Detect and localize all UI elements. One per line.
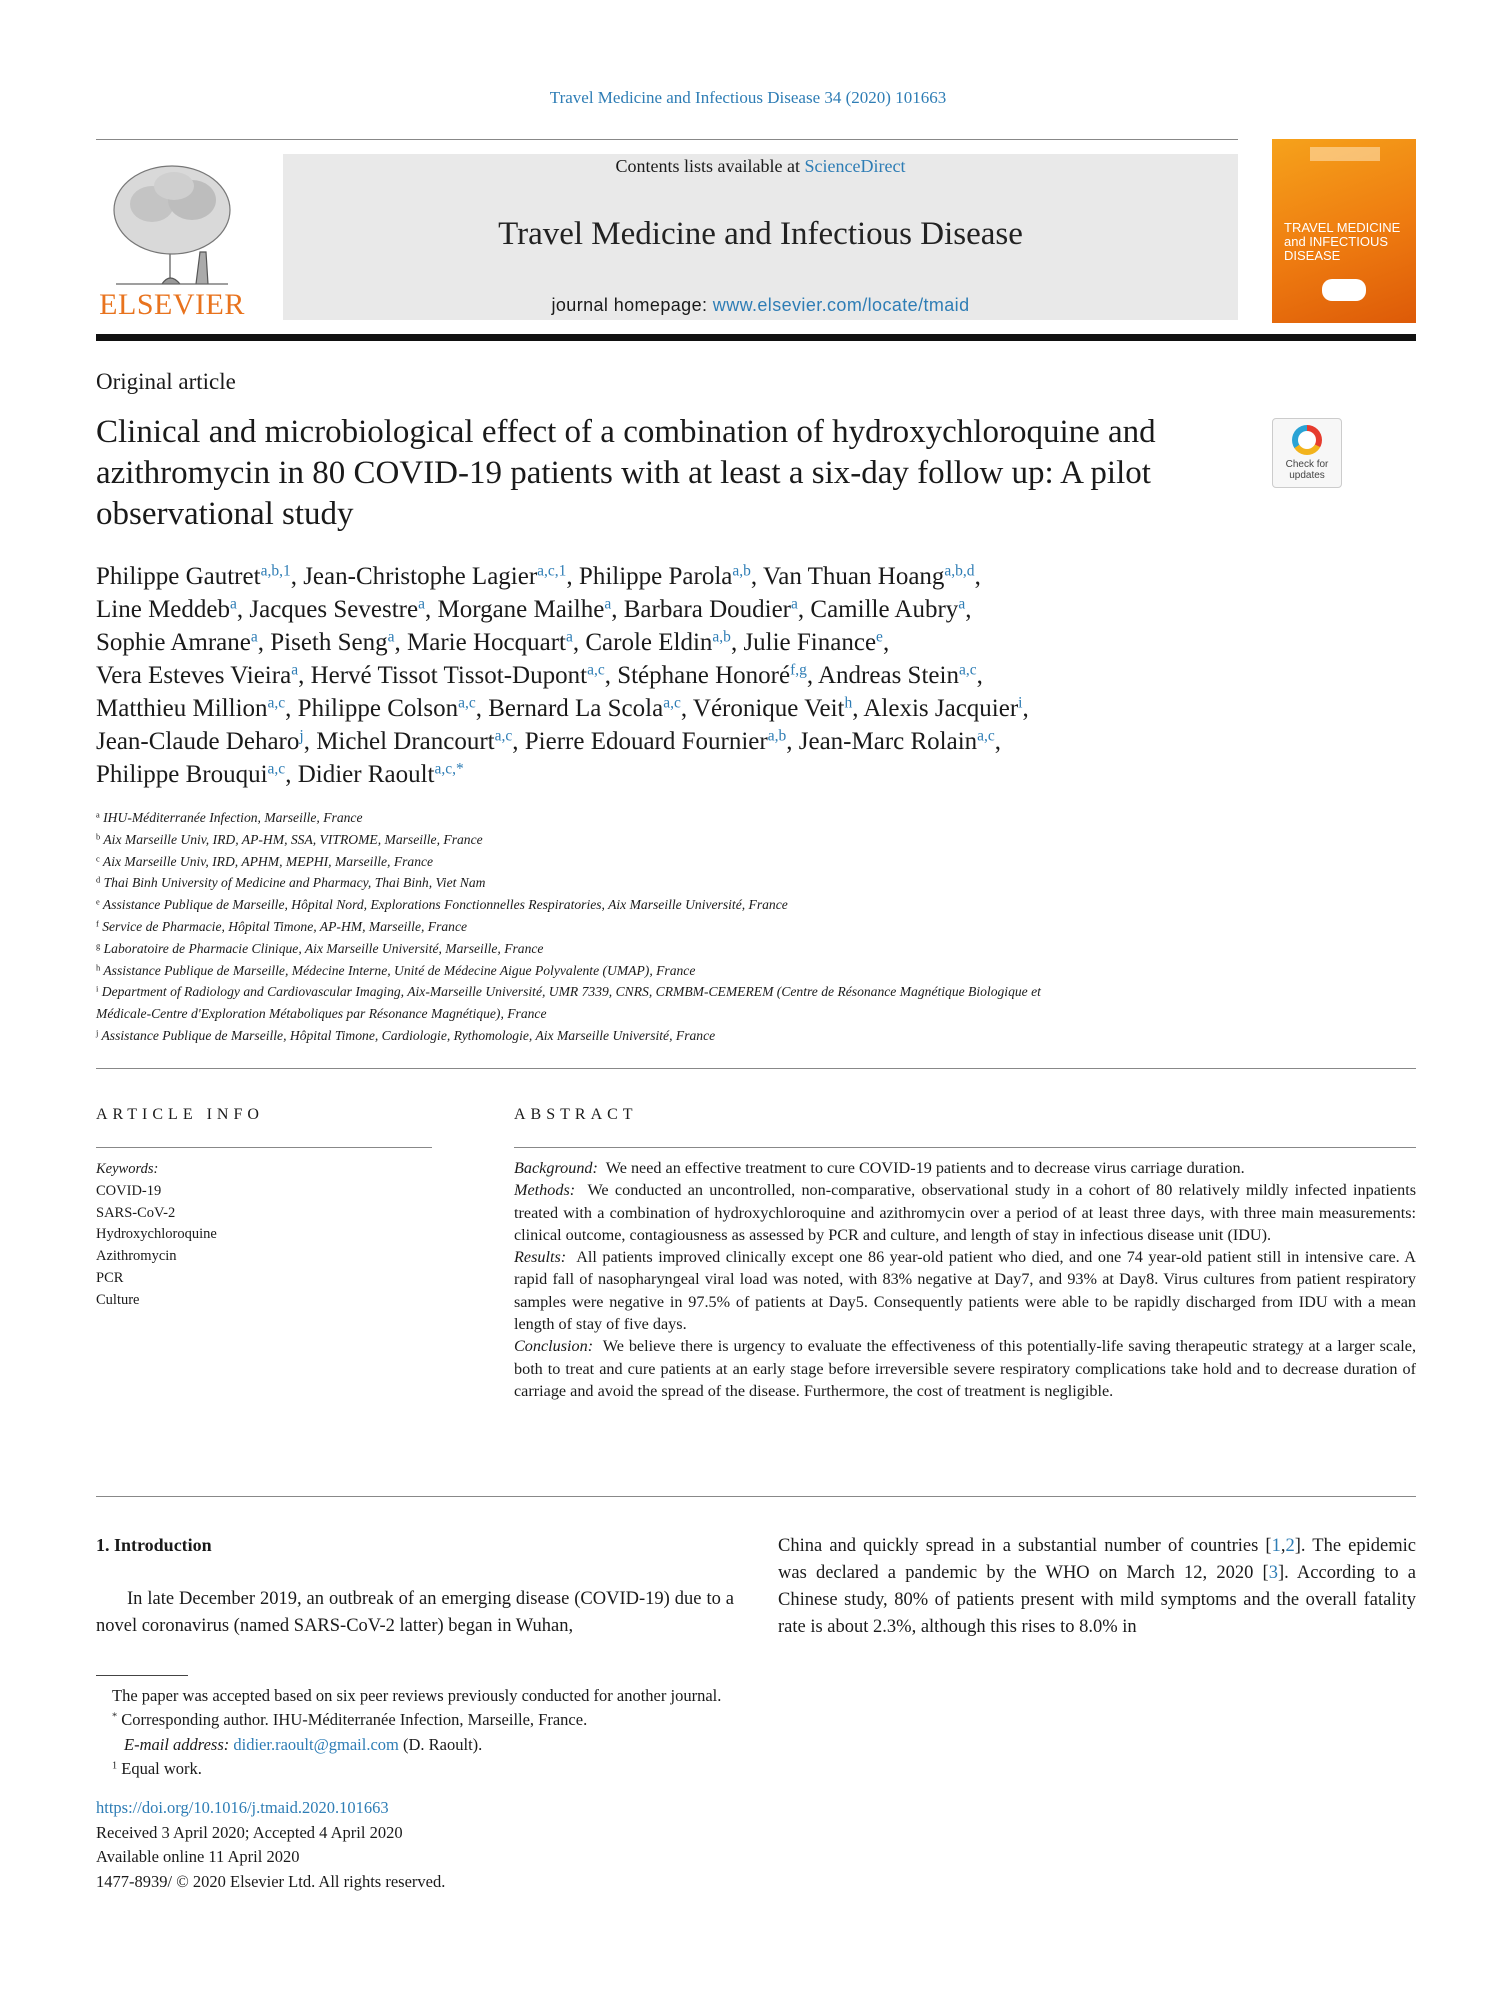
affiliation-text: Assistance Publique de Marseille, Hôpital Nord, Explorations Fonctionnelles Respiratories, Aix Marseille Université, France (102, 897, 788, 913)
doi-link[interactable]: https://doi.org/10.1016/j.tmaid.2020.101663 (96, 1798, 389, 1817)
author-affiliation-marks[interactable]: a (958, 595, 966, 613)
abstract-section-text: We believe there is urgency to evaluate the effectiveness of this potentially-life saving therapeutic strategy at a larger scale, both to treat and cure patients at an early stage before irreversible severe respiratory complications take hold and to decrease duration of carriage and avoid the spread of the disease. Furthermore, the cost of treatment is negligible. (514, 1337, 1416, 1400)
author-name[interactable]: Pierre Edouard Fournier (524, 728, 768, 755)
author-line: Line Meddeb$^a$, Jacques Sevestre$^a$, Morgane Mailhe$^a$, Barbara Doudier$^a$, Camille Aubry$^a$, (96, 595, 972, 623)
author-affiliation-marks[interactable]: a,c (587, 661, 605, 679)
top-divider (96, 139, 1238, 140)
affiliation-mark: b (96, 831, 101, 842)
author-name[interactable]: Jean-Claude Deharo (96, 728, 300, 755)
footnote-corr-text: Corresponding author. IHU-Méditerranée Infection, Marseille, France. (121, 1710, 588, 1730)
author-affiliation-marks[interactable]: a,b,d (944, 562, 975, 580)
author-affiliation-marks[interactable]: a (791, 595, 798, 613)
affiliation-text: IHU-Méditerranée Infection, Marseille, France (103, 810, 363, 825)
header-thick-divider (96, 334, 1416, 341)
check-for-updates-button[interactable] (1272, 418, 1342, 488)
author-affiliation-marks[interactable]: a,c (267, 760, 286, 778)
author-affiliation-marks[interactable]: a (565, 628, 573, 646)
author-name[interactable]: Piseth Seng (270, 629, 388, 656)
article-info-heading: ARTICLE INFO (96, 1106, 264, 1123)
keyword-list (96, 1181, 217, 1312)
author-name[interactable]: Van Thuan Hoang (762, 563, 945, 590)
article-title: Clinical and microbiological effect of a combination of hydroxychloroquine and azithromycin in 80 COVID-19 patients with at least a six-day follow up: A pilot observational study (96, 414, 1156, 532)
affiliation-item (96, 894, 1416, 916)
affiliation-item (96, 851, 1416, 873)
author-name[interactable]: Julie Finance (743, 629, 877, 656)
footnote-equal-text: Equal work. (121, 1758, 202, 1778)
affiliation-text: Assistance Publique de Marseille, Hôpital Timone, Cardiologie, Rythomologie, Aix Marseille Université, France (101, 1027, 716, 1043)
author-name[interactable]: Sophie Amrane (96, 629, 251, 656)
author-name[interactable]: Jean-Christophe Lagier (303, 563, 538, 590)
affiliation-item (96, 981, 1416, 1003)
affiliation-mark: e (96, 896, 100, 907)
abstract-section-label: Results: (514, 1248, 567, 1267)
author-name[interactable]: Philippe Brouqui (96, 761, 268, 788)
citation-link-2[interactable]: 2 (1285, 1536, 1295, 1556)
keyword-item[interactable]: Hydroxychloroquine (96, 1226, 217, 1243)
intro-paragraph-right: China and quickly spread in a substantial number of countries [1,2]. The epidemic was declared a pandemic by the WHO on March 12, 2020 [3]. According to a Chinese study, 80% of patients present with mild symptoms and the overall fatality rate is about 2.3%, although this rises to 8.0% in (778, 1536, 1417, 1637)
author-affiliation-marks[interactable]: a,b (712, 628, 731, 646)
author-name[interactable]: Camille Aubry (810, 596, 959, 623)
abstract-divider (514, 1147, 1416, 1148)
affiliation-item (96, 916, 1416, 938)
author-name[interactable]: Hervé Tissot Tissot-Dupont (310, 662, 588, 689)
keywords-label: Keywords: (96, 1161, 159, 1177)
author-affiliation-marks[interactable]: a,b (767, 727, 787, 745)
affiliation-item (96, 872, 1416, 894)
author-affiliation-marks[interactable]: a,c (663, 694, 681, 712)
email-suffix: (D. Raoult). (403, 1734, 483, 1754)
affiliation-mark: d (96, 874, 101, 885)
abstract-bottom-divider (96, 1496, 1416, 1497)
keyword-item[interactable]: PCR (96, 1269, 124, 1286)
author-affiliation-marks[interactable]: a (604, 595, 612, 613)
affiliation-item (96, 829, 1416, 851)
author-name[interactable]: Philippe Gautret (96, 563, 261, 590)
keywords-block (96, 1159, 217, 1312)
affiliation-mark: f (96, 918, 99, 929)
author-name[interactable]: Didier Raoult (297, 761, 435, 788)
author-name[interactable]: Bernard La Scola (488, 695, 664, 722)
online-date: Available online 11 April 2020 (96, 1847, 300, 1866)
keyword-item[interactable]: COVID-19 (96, 1182, 162, 1199)
author-name[interactable]: Philippe Colson (297, 695, 459, 722)
author-affiliation-marks[interactable]: i (1018, 694, 1023, 712)
author-line: Philippe Brouqui$^{a,c}$, Didier Raoult$^{a,c,*}$ (96, 760, 464, 788)
abstract-section-label: Conclusion: (514, 1337, 594, 1356)
author-name[interactable]: Line Meddeb (96, 596, 230, 623)
author-affiliation-marks[interactable]: j (299, 727, 304, 745)
affiliation-text: Thai Binh University of Medicine and Pharmacy, Thai Binh, Viet Nam (103, 875, 486, 891)
abstract-heading: ABSTRACT (514, 1106, 638, 1123)
received-dates: Received 3 April 2020; Accepted 4 April 2020 (96, 1822, 403, 1842)
author-name[interactable]: Stéphane Honoré (617, 662, 791, 689)
crossmark-icon-center (1298, 431, 1316, 449)
keyword-item[interactable]: Culture (96, 1291, 140, 1308)
footnote-equal-mark: 1 (112, 1760, 118, 1772)
intro-text-b: ]. The epidemic was declared a pandemic by the WHO on March 12, 2020 [ (778, 1536, 1416, 1583)
author-affiliation-marks[interactable]: a,c (977, 727, 995, 745)
footnotes (96, 1684, 721, 1781)
footnote-email (96, 1733, 721, 1757)
affiliation-text: Assistance Publique de Marseille, Médecine Interne, Unité de Médecine Aigue Polyvalente (UMAP), France (103, 962, 696, 978)
author-name[interactable]: Michel Drancourt (316, 728, 495, 755)
author-name[interactable]: Barbara Doudier (623, 596, 792, 623)
crossmark-label: Check for updates (1285, 459, 1329, 481)
citation-link-3[interactable]: 3 (1268, 1563, 1278, 1583)
author-affiliation-marks[interactable]: a,c,* (434, 760, 464, 778)
elsevier-wordmark: ELSEVIER (99, 288, 245, 321)
author-name[interactable]: Jean-Marc Rolain (798, 728, 978, 755)
affiliation-text: Laboratoire de Pharmacie Clinique, Aix Marseille Université, Marseille, France (103, 940, 544, 956)
author-name[interactable]: Marie Hocquart (407, 629, 566, 656)
article-type: Original article (96, 369, 236, 394)
author-affiliation-marks[interactable]: a,c (458, 694, 476, 712)
author-line: Matthieu Million$^{a,c}$, Philippe Colson$^{a,c}$, Bernard La Scola$^{a,c}$, Véronique Veit$^h$, Alexis Jacquier$^i$, (96, 694, 1029, 722)
author-affiliation-marks[interactable]: a,c (958, 661, 977, 679)
author-affiliation-marks[interactable]: a (250, 628, 258, 646)
author-affiliation-marks[interactable]: e (876, 628, 883, 646)
author-line: Sophie Amrane$^a$, Piseth Seng$^a$, Marie Hocquart$^a$, Carole Eldin$^{a,b}$, Julie Finance$^e$, (96, 628, 890, 656)
affiliation-text: Service de Pharmacie, Hôpital Timone, AP-HM, Marseille, France (102, 918, 468, 934)
abstract-body (514, 1157, 1416, 1402)
affiliation-item (96, 1025, 1416, 1047)
author-affiliation-marks[interactable]: a,c (494, 727, 513, 745)
affiliation-mark: g (96, 940, 101, 951)
contents-prefix: Contents lists available at (615, 156, 805, 176)
affiliation-text: Department of Radiology and Cardiovascular Imaging, Aix-Marseille Université, UMR 7339, CNRS, CRMBM-CEMEREM (Centre de Résonance Magnétique Biologique et (101, 984, 1041, 1000)
author-name[interactable]: Carole Eldin (585, 629, 713, 656)
affiliation-mark: j (96, 1027, 99, 1038)
section-heading-introduction: 1. Introduction (96, 1535, 212, 1555)
homepage-line (283, 295, 1238, 316)
author-list (96, 560, 1336, 791)
affiliation-text: Médicale-Centre d'Exploration Métaboliques par Résonance Magnétique), France (96, 1006, 547, 1022)
email-link[interactable]: didier.raoult@gmail.com (233, 1734, 399, 1754)
affiliation-item (96, 807, 1416, 829)
author-affiliation-marks[interactable]: f,g (790, 661, 807, 679)
email-label: E-mail address: (124, 1734, 230, 1754)
homepage-prefix: journal homepage: (551, 295, 713, 315)
intro-text-a: China and quickly spread in a substantial number of countries [ (778, 1536, 1272, 1556)
author-name[interactable]: Alexis Jacquier (863, 695, 1019, 722)
abstract-section (514, 1246, 1416, 1335)
footnote-corr-mark: * (112, 1711, 118, 1723)
author-affiliation-marks[interactable]: a (229, 595, 237, 613)
author-affiliation-marks[interactable]: a (387, 628, 395, 646)
journal-reference-link[interactable]: Travel Medicine and Infectious Disease 34 (2020) 101663 (549, 88, 947, 107)
keyword-item[interactable]: Azithromycin (96, 1248, 177, 1265)
affiliation-item (96, 938, 1416, 960)
author-name[interactable]: Andreas Stein (818, 662, 959, 689)
author-name[interactable]: Morgane Mailhe (437, 596, 605, 623)
footnote-review: The paper was accepted based on six peer reviews previously conducted for another journal. (112, 1686, 722, 1705)
intro-paragraph-left: In late December 2019, an outbreak of an emerging disease (COVID-19) due to a novel coronavirus (named SARS-CoV-2 latter) began in Wuhan, (96, 1589, 734, 1636)
contents-line (283, 156, 1238, 177)
affiliation-item (96, 960, 1416, 982)
publication-info (96, 1796, 445, 1894)
author-name[interactable]: Véronique Veit (692, 695, 845, 722)
abstract-section (514, 1179, 1416, 1246)
author-affiliation-marks[interactable]: a,c,1 (537, 562, 567, 580)
author-name[interactable]: Matthieu Million (96, 695, 268, 722)
abstract-section-text: All patients improved clinically except one 86 year-old patient who died, and one 74 year-old patient still in intensive care. A rapid fall of nasopharyngeal viral load was noted, with 83% negative at Day7, and 93% at Day8. Virus cultures from patient respiratory samples were negative in 97.5% of patients at Day5. Consequently patients were able to be rapidly discharged from IDU with a mean length of stay of five days. (514, 1248, 1416, 1334)
affiliation-mark: c (96, 852, 100, 863)
sciencedirect-link[interactable]: ScienceDirect (804, 156, 906, 176)
homepage-link[interactable]: www.elsevier.com/locate/tmaid (712, 295, 970, 315)
cover-badge (1322, 279, 1366, 301)
journal-title: Travel Medicine and Infectious Disease (498, 216, 1023, 252)
affiliation-mark: i (96, 983, 99, 994)
affiliation-item (96, 1003, 1416, 1025)
author-affiliation-marks[interactable]: a (418, 595, 425, 613)
footnote-corresponding (96, 1708, 721, 1732)
author-line: Vera Esteves Vieira$^a$, Hervé Tissot Tissot-Dupont$^{a,c}$, Stéphane Honoré$^{f,g}$, Andreas Stein$^{a,c}$, (96, 661, 983, 689)
abstract-section-text: We need an effective treatment to cure COVID-19 patients and to decrease virus carriage duration. (605, 1159, 1245, 1177)
author-affiliation-marks[interactable]: a,b,1 (260, 562, 291, 580)
abstract-section (514, 1157, 1416, 1179)
abstract-section-label: Background: (514, 1159, 598, 1177)
copyright: 1477-8939/ © 2020 Elsevier Ltd. All rights reserved. (96, 1871, 446, 1891)
citation-link-1[interactable]: 1 (1271, 1536, 1281, 1556)
cover-title: TRAVEL MEDICINE and INFECTIOUS DISEASE (1284, 220, 1401, 263)
footnote-divider (96, 1675, 188, 1676)
keyword-item[interactable]: SARS-CoV-2 (96, 1204, 176, 1221)
affiliation-text: Aix Marseille Univ, IRD, AP-HM, SSA, VITROME, Marseille, France (103, 831, 483, 847)
footnote-equal (96, 1757, 721, 1781)
abstract-section-text: We conducted an uncontrolled, non-comparative, observational study in a cohort of 80 relatively mildly infected inpatients treated with a combination of hydroxychloroquine and azithromycin over a period of at least three days, with three main measurements: clinical outcome, contagiousness as assessed by PCR and culture, and length of stay in infectious disease unit (IDU). (514, 1181, 1416, 1244)
author-affiliation-marks[interactable]: a,c (267, 694, 286, 712)
cover-masthead (1310, 147, 1380, 161)
author-affiliation-marks[interactable]: a,b (732, 562, 751, 580)
affiliation-list (96, 807, 1416, 1047)
journal-cover-image[interactable] (1272, 139, 1416, 323)
affiliation-mark: a (96, 809, 100, 820)
author-name[interactable]: Vera Esteves Vieira (96, 662, 292, 689)
author-line: Jean-Claude Deharo$^j$, Michel Drancourt$^{a,c}$, Pierre Edouard Fournier$^{a,b}$, Jean-Marc Rolain$^{a,c}$, (96, 727, 1002, 755)
intro-text-c: ]. According to a Chinese study, 80% of patients present with mild symptoms and the overall fatality rate is about 2.3%, although this rises to 8.0% in (778, 1563, 1417, 1637)
author-line: Philippe Gautret$^{a,b,1}$, Jean-Christophe Lagier$^{a,c,1}$, Philippe Parola$^{a,b}$, Van Thuan Hoang$^{a,b,d}$, (96, 562, 981, 590)
author-affiliation-marks[interactable]: h (844, 694, 853, 712)
author-name[interactable]: Philippe Parola (578, 563, 733, 590)
abstract-section (514, 1335, 1416, 1402)
affiliation-text: Aix Marseille Univ, IRD, APHM, MEPHI, Marseille, France (102, 853, 434, 869)
author-affiliation-marks[interactable]: a (291, 661, 299, 679)
affiliation-mark: h (96, 961, 101, 972)
abstract-section-label: Methods: (514, 1181, 576, 1200)
author-name[interactable]: Jacques Sevestre (249, 596, 419, 623)
affiliations-divider (96, 1068, 1416, 1069)
article-info-divider (96, 1147, 432, 1148)
